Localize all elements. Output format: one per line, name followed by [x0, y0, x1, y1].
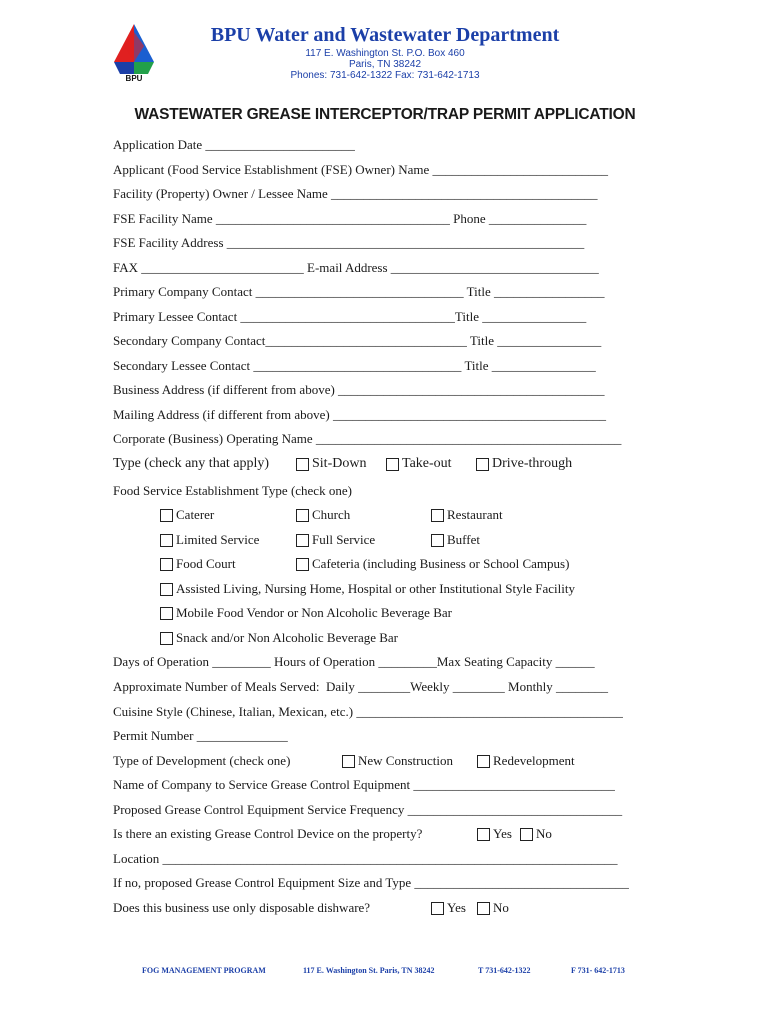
- mailing-address-field[interactable]: Mailing Address (if different from above) __________________________________________: [113, 407, 606, 422]
- buffet-label: Buffet: [447, 532, 480, 547]
- drive-through-label: Drive-through: [492, 456, 573, 471]
- take-out-checkbox[interactable]: [386, 456, 452, 472]
- checkbox-icon: [296, 558, 309, 571]
- footer-address: 117 E. Washington St. Paris, TN 38242: [303, 966, 435, 975]
- type-development-label: Type of Development (check one): [113, 753, 291, 768]
- location-field[interactable]: Location ______________________________________________________________________: [113, 851, 618, 866]
- address-line-1: 117 E. Washington St. P.O. Box 460: [305, 48, 465, 59]
- mobile-food-label: Mobile Food Vendor or Non Alcoholic Beverage Bar: [176, 605, 452, 620]
- full-service-label: Full Service: [312, 532, 376, 547]
- cuisine-style-field[interactable]: Cuisine Style (Chinese, Italian, Mexican, etc.) _________________________________________: [113, 704, 623, 719]
- checkbox-icon: [476, 458, 489, 471]
- checkbox-icon: [160, 558, 173, 571]
- limited-service-label: Limited Service: [176, 532, 260, 547]
- new-construction-checkbox[interactable]: [342, 753, 453, 769]
- checkbox-icon: [477, 755, 490, 768]
- redevelopment-label: Redevelopment: [493, 753, 575, 768]
- facility-owner-field[interactable]: Facility (Property) Owner / Lessee Name _________________________________________: [113, 186, 598, 201]
- checkbox-icon: [160, 583, 173, 596]
- fse-facility-name-field[interactable]: FSE Facility Name ____________________________________ Phone _______________: [113, 211, 587, 226]
- permit-number-field[interactable]: Permit Number ______________: [113, 728, 288, 743]
- sit-down-label: Sit-Down: [312, 456, 367, 471]
- form-title: WASTEWATER GREASE INTERCEPTOR/TRAP PERMIT APPLICATION: [134, 106, 636, 123]
- existing-yes-checkbox[interactable]: [477, 826, 512, 842]
- existing-no-label: No: [536, 826, 552, 841]
- disposable-label: Does this business use only disposable dishware?: [113, 900, 371, 915]
- snack-label: Snack and/or Non Alcoholic Beverage Bar: [176, 630, 399, 645]
- primary-company-contact-field[interactable]: Primary Company Contact ________________________________ Title _________________: [113, 284, 605, 299]
- checkbox-icon: [342, 755, 355, 768]
- mobile-food-checkbox[interactable]: [160, 605, 452, 621]
- service-company-field[interactable]: Name of Company to Service Grease Control Equipment _______________________________: [113, 777, 615, 792]
- existing-yes-label: Yes: [493, 826, 512, 841]
- secondary-company-contact-field[interactable]: Secondary Company Contact_______________________________ Title ________________: [113, 333, 602, 348]
- disposable-yes-checkbox[interactable]: [431, 900, 466, 916]
- footer-program: FOG MANAGEMENT PROGRAM: [142, 966, 266, 975]
- primary-lessee-contact-field[interactable]: Primary Lessee Contact _________________________________Title ________________: [113, 309, 587, 324]
- caterer-label: Caterer: [176, 507, 215, 522]
- days-operation-field[interactable]: Days of Operation _________ Hours of Operation _________Max Seating Capacity ______: [113, 654, 595, 669]
- proposed-size-field[interactable]: If no, proposed Grease Control Equipment Size and Type _________________________________: [113, 875, 629, 890]
- assisted-living-label: Assisted Living, Nursing Home, Hospital or other Institutional Style Facility: [176, 581, 575, 596]
- cafeteria-checkbox[interactable]: [296, 556, 569, 572]
- assisted-living-checkbox[interactable]: [160, 581, 575, 597]
- logo-text: BPU: [125, 74, 143, 82]
- restaurant-label: Restaurant: [447, 507, 503, 522]
- redevelopment-checkbox[interactable]: [477, 753, 575, 769]
- checkbox-icon: [160, 534, 173, 547]
- footer-fax: F 731- 642-1713: [571, 966, 625, 975]
- checkbox-icon: [296, 458, 309, 471]
- take-out-label: Take-out: [402, 456, 452, 471]
- checkbox-icon: [160, 509, 173, 522]
- bpu-logo-icon: [110, 22, 158, 82]
- bpu-logo: [110, 22, 158, 82]
- checkbox-icon: [386, 458, 399, 471]
- fse-facility-address-field[interactable]: FSE Facility Address _______________________________________________________: [113, 235, 585, 250]
- disposable-no-label: No: [493, 900, 509, 915]
- full-service-checkbox[interactable]: [296, 532, 375, 548]
- sit-down-checkbox[interactable]: [296, 456, 366, 472]
- buffet-checkbox[interactable]: [431, 532, 480, 548]
- new-construction-label: New Construction: [358, 753, 453, 768]
- cafeteria-label: Cafeteria (including Business or School Campus): [312, 556, 570, 571]
- fax-email-field[interactable]: FAX _________________________ E-mail Address ________________________________: [113, 260, 599, 275]
- existing-no-checkbox[interactable]: [520, 826, 552, 842]
- checkbox-icon: [431, 534, 444, 547]
- restaurant-checkbox[interactable]: [431, 507, 503, 523]
- checkbox-icon: [477, 828, 490, 841]
- existing-device-label: Is there an existing Grease Control Device on the property?: [113, 826, 423, 841]
- fse-type-label: Food Service Establishment Type (check one): [113, 483, 352, 498]
- phones-line: Phones: 731-642-1322 Fax: 731-642-1713: [290, 70, 480, 81]
- food-court-label: Food Court: [176, 556, 236, 571]
- checkbox-icon: [477, 902, 490, 915]
- checkbox-icon: [296, 509, 309, 522]
- checkbox-icon: [431, 509, 444, 522]
- drive-through-checkbox[interactable]: [476, 456, 572, 472]
- service-frequency-field[interactable]: Proposed Grease Control Equipment Service Frequency _________________________________: [113, 802, 623, 817]
- disposable-no-checkbox[interactable]: [477, 900, 509, 916]
- caterer-checkbox[interactable]: [160, 507, 214, 523]
- church-label: Church: [312, 507, 351, 522]
- business-address-field[interactable]: Business Address (if different from above) _________________________________________: [113, 382, 605, 397]
- secondary-lessee-contact-field[interactable]: Secondary Lessee Contact ________________________________ Title ________________: [113, 358, 596, 373]
- corporate-name-field[interactable]: Corporate (Business) Operating Name _______________________________________________: [113, 431, 622, 446]
- applicant-name-field[interactable]: Applicant (Food Service Establishment (FSE) Owner) Name ___________________________: [113, 162, 609, 177]
- snack-checkbox[interactable]: [160, 630, 398, 646]
- checkbox-icon: [160, 607, 173, 620]
- type-label: Type (check any that apply): [113, 456, 270, 471]
- food-court-checkbox[interactable]: [160, 556, 236, 572]
- disposable-yes-label: Yes: [447, 900, 466, 915]
- application-date-field[interactable]: Application Date _______________________: [113, 137, 355, 152]
- address-line-2: Paris, TN 38242: [348, 59, 422, 70]
- checkbox-icon: [160, 632, 173, 645]
- church-checkbox[interactable]: [296, 507, 350, 523]
- checkbox-icon: [520, 828, 533, 841]
- checkbox-icon: [431, 902, 444, 915]
- limited-service-checkbox[interactable]: [160, 532, 259, 548]
- checkbox-icon: [296, 534, 309, 547]
- footer-phone: T 731-642-1322: [478, 966, 531, 975]
- department-title: BPU Water and Wastewater Department: [210, 24, 560, 46]
- meals-served-field[interactable]: Approximate Number of Meals Served: Daily ________Weekly ________ Monthly ________: [113, 679, 609, 694]
